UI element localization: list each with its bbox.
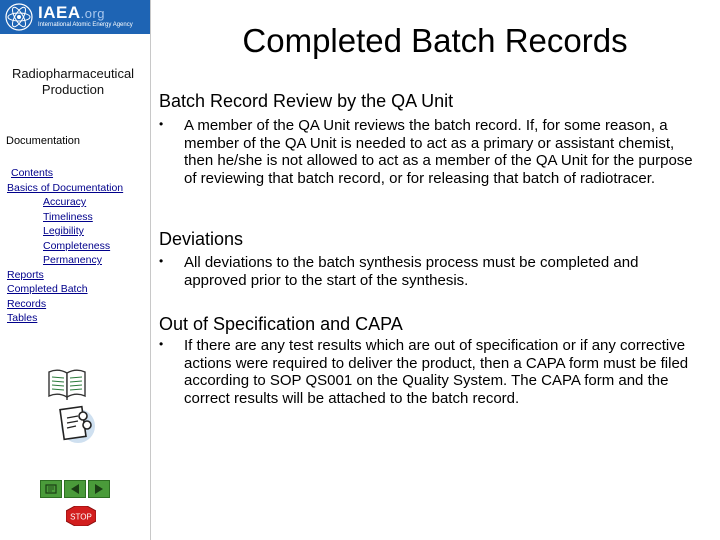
arrow-right-icon bbox=[92, 483, 106, 495]
bullet-marker: • bbox=[159, 254, 164, 268]
heading-deviations: Deviations bbox=[159, 229, 244, 249]
nav-link-legibility[interactable]: Legibility bbox=[43, 225, 84, 237]
module-title: Radiopharmaceutical Production bbox=[11, 66, 135, 97]
home-icon bbox=[44, 483, 58, 495]
bullet-text: If there are any test results which are out of specification or if any corrective actions were required to deliver the product, then a CAPA form must be filed according to SOP QS001 on the Quality System. The CAPA form and the correct results will be attached to the batch record. bbox=[184, 337, 689, 407]
nav-link-completeness[interactable]: Completeness bbox=[43, 239, 111, 252]
iaea-logo[interactable] bbox=[0, 0, 150, 34]
navigation-buttons bbox=[40, 480, 110, 498]
stop-button[interactable] bbox=[66, 506, 96, 526]
stop-label: STOP bbox=[70, 512, 92, 522]
sidebar-nav bbox=[7, 166, 123, 326]
nav-link-timeliness[interactable]: Timeliness bbox=[43, 210, 93, 223]
nav-link-accuracy[interactable]: Accuracy bbox=[43, 196, 87, 208]
home-button[interactable] bbox=[40, 480, 62, 498]
logo-wordmark: IAEA.org bbox=[38, 3, 106, 22]
section-title: Documentation bbox=[6, 135, 80, 147]
bullet-marker: • bbox=[159, 337, 164, 351]
nav-link-reports[interactable]: Reports bbox=[7, 268, 44, 281]
nav-link-permanency[interactable]: Permanency bbox=[43, 254, 102, 266]
nav-link-completed-batch-records[interactable]: Completed Batch bbox=[7, 283, 88, 295]
nav-link-tables[interactable]: Tables bbox=[7, 312, 38, 324]
heading-qa-review: Batch Record Review by the QA Unit bbox=[159, 91, 454, 111]
sidebar bbox=[0, 0, 151, 540]
atom-emblem-icon bbox=[4, 2, 34, 32]
page-title: Completed Batch Records bbox=[242, 22, 628, 59]
logo-subtitle: International Atomic Energy Agency bbox=[38, 22, 133, 28]
nav-link-contents[interactable]: Contents bbox=[11, 167, 54, 179]
open-book-icon bbox=[46, 366, 88, 400]
arrow-left-icon bbox=[68, 483, 82, 495]
heading-oos-capa: Out of Specification and CAPA bbox=[159, 314, 403, 334]
nav-link-completed-batch-records-cont[interactable]: Records bbox=[7, 297, 47, 310]
bullet-text: All deviations to the batch synthesis process must be completed and approved prior to the start of the synthesis. bbox=[184, 254, 639, 289]
next-button[interactable] bbox=[88, 480, 110, 498]
bullet-text: A member of the QA Unit reviews the batch record. If, for some reason, a member of the QA Unit is needed to act as a primary or assistant chemist, then he/she is not allowed to act as a member of the QA Unit for the purpose of reviewing that batch record, or for releasing that batch of radiotracer. bbox=[184, 117, 693, 187]
bullet-marker: • bbox=[159, 117, 164, 131]
previous-button[interactable] bbox=[64, 480, 86, 498]
document-search-icon bbox=[58, 404, 96, 444]
nav-link-basics-of-documentation[interactable]: Basics of Documentation bbox=[7, 181, 124, 194]
